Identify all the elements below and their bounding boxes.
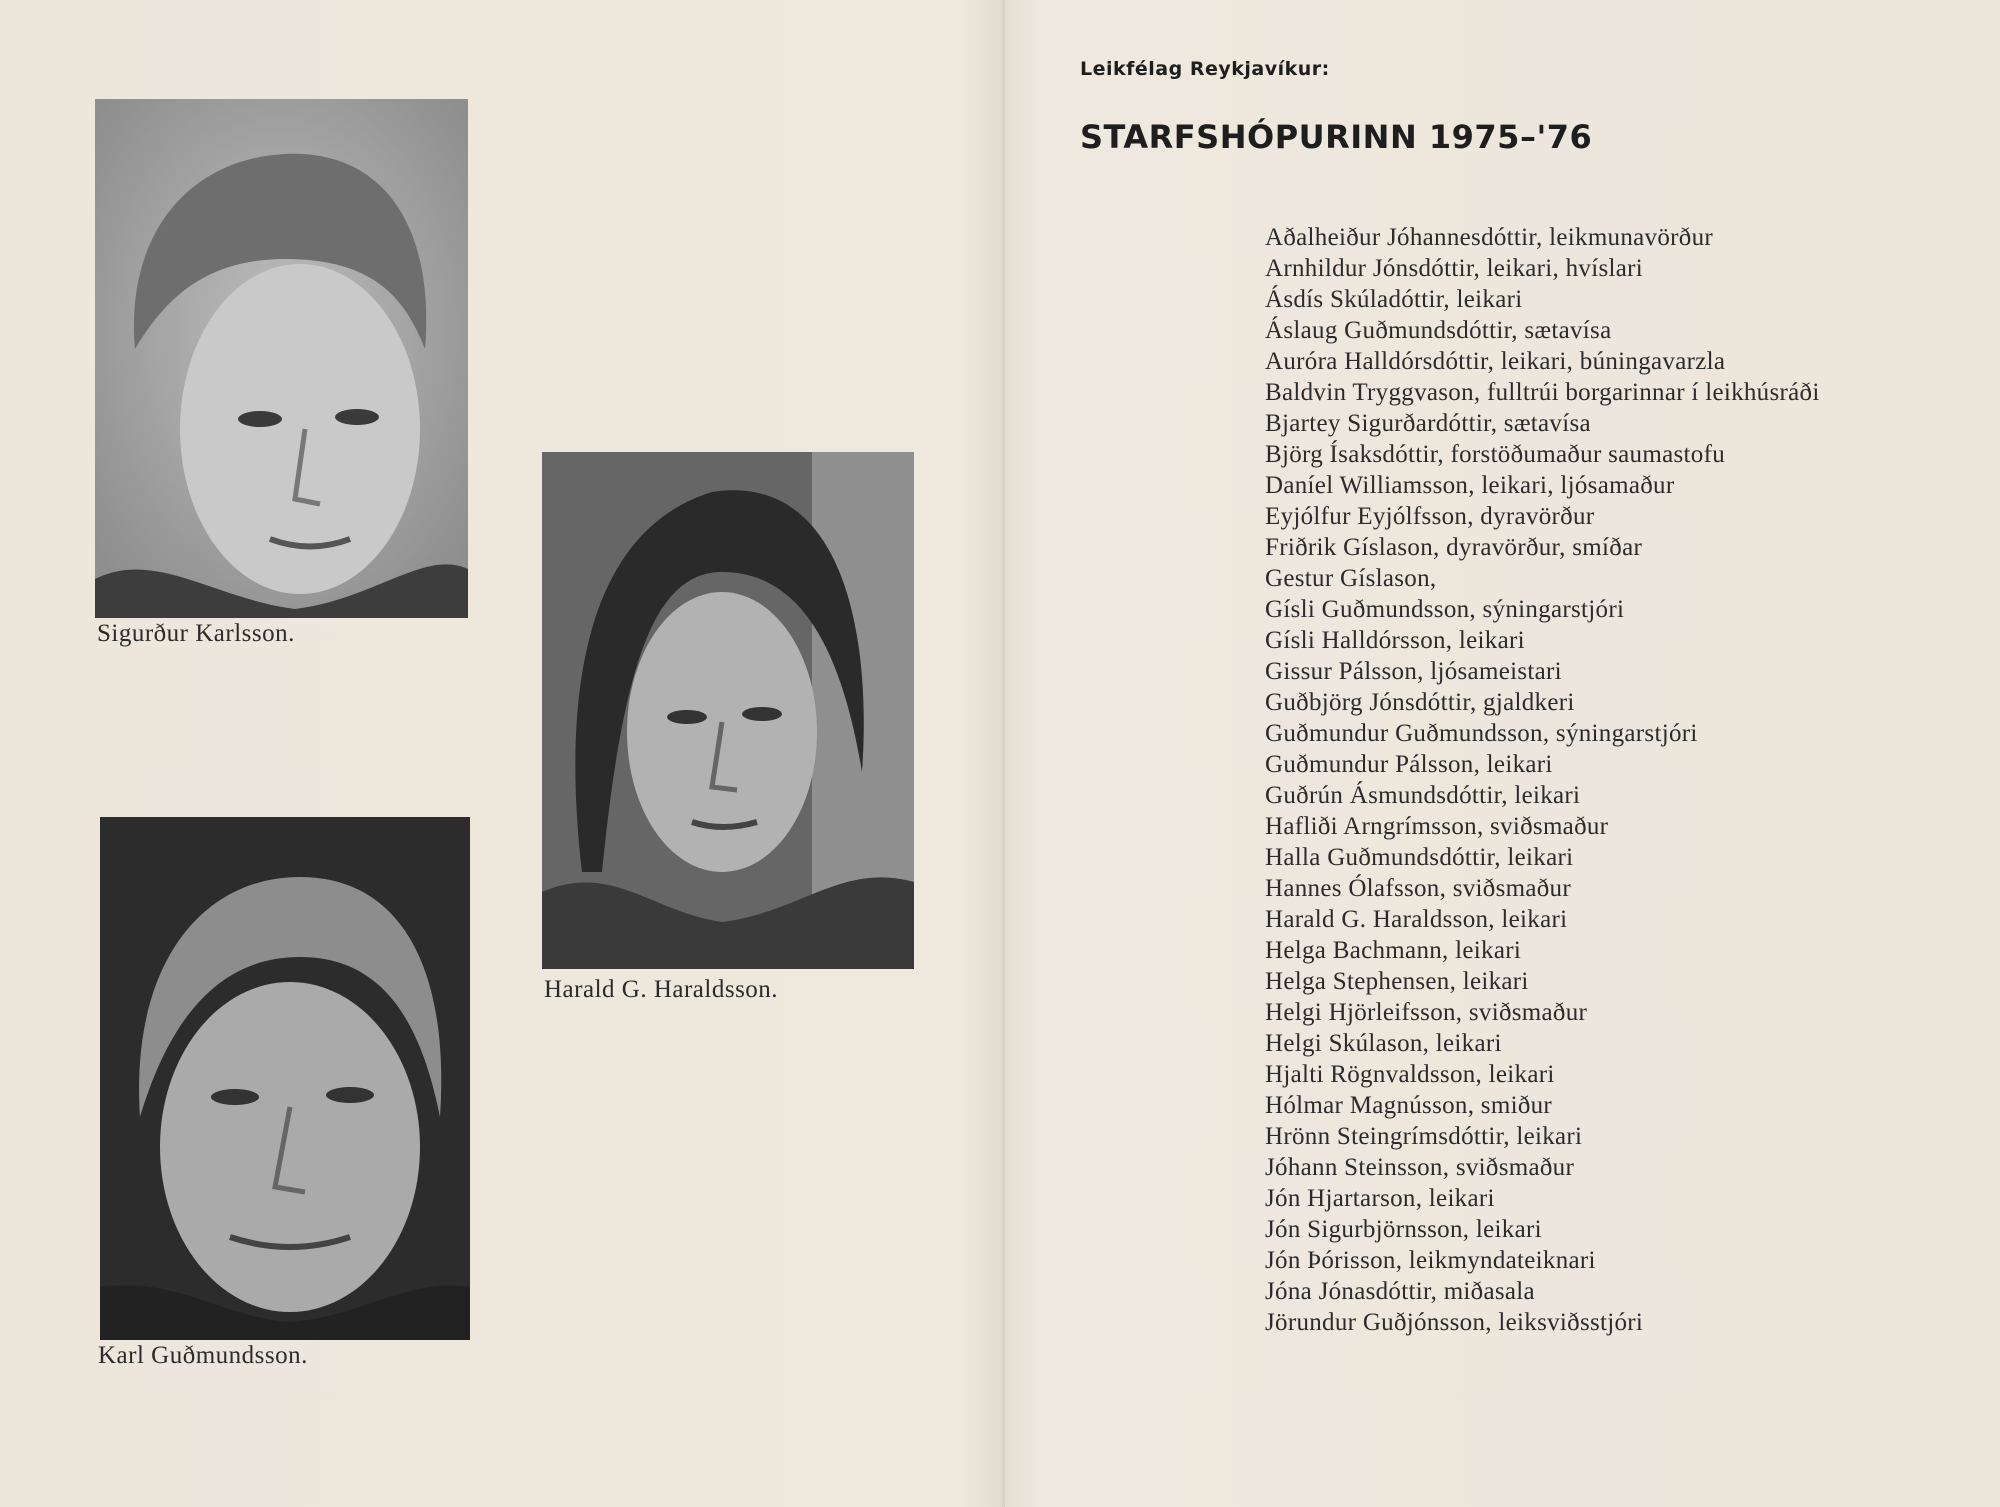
staff-list-item: Jón Sigurbjörnsson, leikari <box>1265 1216 1542 1243</box>
staff-list-item: Guðrún Ásmundsdóttir, leikari <box>1265 782 1581 809</box>
staff-list-item: Gísli Guðmundsson, sýningarstjóri <box>1265 596 1625 623</box>
staff-list-item: Daníel Williamsson, leikari, ljósamaður <box>1265 472 1675 499</box>
staff-list-item: Hannes Ólafsson, sviðsmaður <box>1265 875 1571 902</box>
staff-list-item: Gísli Halldórsson, leikari <box>1265 627 1525 654</box>
staff-list-item: Harald G. Haraldsson, leikari <box>1265 906 1568 933</box>
portrait-image <box>542 452 914 969</box>
staff-list-item: Björg Ísaksdóttir, forstöðumaður saumastofu <box>1265 441 1725 468</box>
staff-list-item: Hólmar Magnússon, smiður <box>1265 1092 1553 1119</box>
photo-caption: Harald G. Haraldsson. <box>544 976 779 1003</box>
staff-list-item: Jón Hjartarson, leikari <box>1265 1185 1495 1212</box>
staff-list-item: Friðrik Gíslason, dyravörður, smíðar <box>1265 534 1643 561</box>
staff-list-item: Helgi Hjörleifsson, sviðsmaður <box>1265 999 1588 1026</box>
staff-list-item: Helgi Skúlason, leikari <box>1265 1030 1502 1057</box>
staff-list-item: Gestur Gíslason, <box>1265 565 1437 592</box>
staff-list-item: Halla Guðmundsdóttir, leikari <box>1265 844 1574 871</box>
staff-list-item: Hjalti Rögnvaldsson, leikari <box>1265 1061 1555 1088</box>
staff-list-item: Baldvin Tryggvason, fulltrúi borgarinnar í leikhúsráði <box>1265 379 1820 406</box>
staff-list-item: Arnhildur Jónsdóttir, leikari, hvíslari <box>1265 255 1644 282</box>
portrait-image <box>100 817 470 1340</box>
staff-list-item: Áslaug Guðmundsdóttir, sætavísa <box>1265 317 1612 344</box>
staff-list-item: Guðmundur Pálsson, leikari <box>1265 751 1553 778</box>
staff-list-item: Eyjólfur Eyjólfsson, dyravörður <box>1265 503 1595 530</box>
portrait-photo <box>542 452 914 969</box>
staff-list-item: Auróra Halldórsdóttir, leikari, búningavarzla <box>1265 348 1726 375</box>
staff-list-item: Jóna Jónasdóttir, miðasala <box>1265 1278 1535 1305</box>
staff-list <box>1265 222 1985 1338</box>
portrait-photo <box>100 817 470 1340</box>
staff-list-item: Bjartey Sigurðardóttir, sætavísa <box>1265 410 1591 437</box>
staff-list-item: Jóhann Steinsson, sviðsmaður <box>1265 1154 1575 1181</box>
staff-list-item: Hrönn Steingrímsdóttir, leikari <box>1265 1123 1583 1150</box>
portrait-photo <box>95 99 468 618</box>
staff-list-item: Jörundur Guðjónsson, leiksviðsstjóri <box>1265 1309 1644 1336</box>
staff-list-item: Jón Þórisson, leikmyndateiknari <box>1265 1247 1596 1274</box>
page-title: STARFSHÓPURINN 1975–'76 <box>1080 118 1593 156</box>
staff-list-item: Helga Bachmann, leikari <box>1265 937 1522 964</box>
organization-heading: Leikfélag Reykjavíkur: <box>1080 58 1330 80</box>
staff-list-item: Hafliði Arngrímsson, sviðsmaður <box>1265 813 1609 840</box>
page-fold <box>1002 0 1005 1507</box>
staff-list-item: Guðmundur Guðmundsson, sýningarstjóri <box>1265 720 1698 747</box>
portrait-image <box>95 99 468 618</box>
staff-list-item: Aðalheiður Jóhannesdóttir, leikmunavörður <box>1265 224 1714 251</box>
photo-caption: Karl Guðmundsson. <box>98 1342 308 1369</box>
photo-caption: Sigurður Karlsson. <box>97 620 295 647</box>
staff-list-item: Helga Stephensen, leikari <box>1265 968 1529 995</box>
staff-list-item: Guðbjörg Jónsdóttir, gjaldkeri <box>1265 689 1575 716</box>
staff-list-item: Gissur Pálsson, ljósameistari <box>1265 658 1562 685</box>
staff-list-item: Ásdís Skúladóttir, leikari <box>1265 286 1523 313</box>
